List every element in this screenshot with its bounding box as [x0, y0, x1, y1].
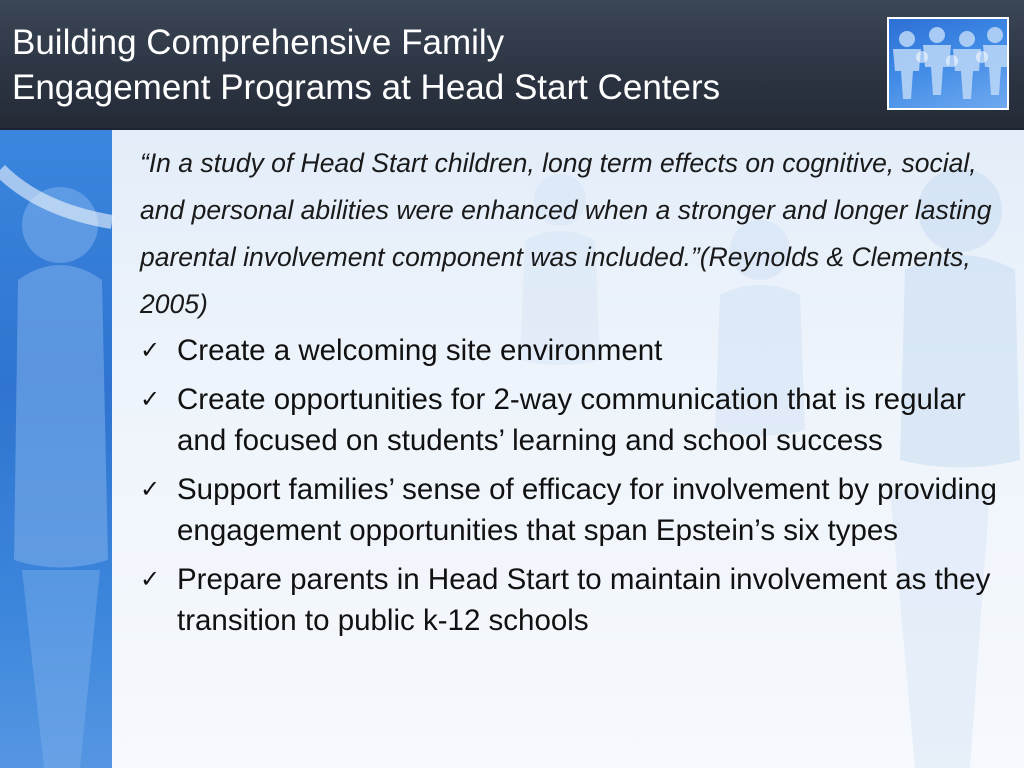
checkmark-icon: ✓	[140, 475, 161, 503]
bullet-text: Create opportunities for 2-way communication that is regular and focused on students’ learning and school success	[177, 383, 966, 457]
bullet-item	[140, 559, 1020, 641]
bullet-text: Support families’ sense of efficacy for involvement by providing engagement opportunities that span Epstein’s six types	[177, 473, 997, 547]
slide-title-line-2: Engagement Programs at Head Start Centers	[12, 68, 721, 107]
bullet-list	[140, 330, 1020, 641]
logo-image	[887, 17, 1009, 110]
slide-body	[140, 140, 1020, 649]
bullet-text: Prepare parents in Head Start to maintain involvement as they transition to public k-12 schools	[177, 563, 991, 637]
bullet-item	[140, 330, 1020, 371]
bullet-item	[140, 469, 1020, 551]
checkmark-icon: ✓	[140, 385, 161, 413]
slide-title	[12, 20, 872, 110]
bullet-text: Create a welcoming site environment	[177, 334, 663, 367]
bullet-item	[140, 379, 1020, 461]
title-bar	[0, 0, 1024, 130]
quote-text: “In a study of Head Start children, long term effects on cognitive, social, and personal abilities were enhanced when a stronger and longer lasting parental involvement component was included.”(Reynolds & Clements, 2005)	[140, 148, 992, 319]
checkmark-icon: ✓	[140, 565, 161, 593]
checkmark-icon: ✓	[140, 336, 161, 364]
paper-dolls-chain-icon	[889, 19, 1007, 108]
slide-title-line-1: Building Comprehensive Family	[12, 23, 505, 62]
